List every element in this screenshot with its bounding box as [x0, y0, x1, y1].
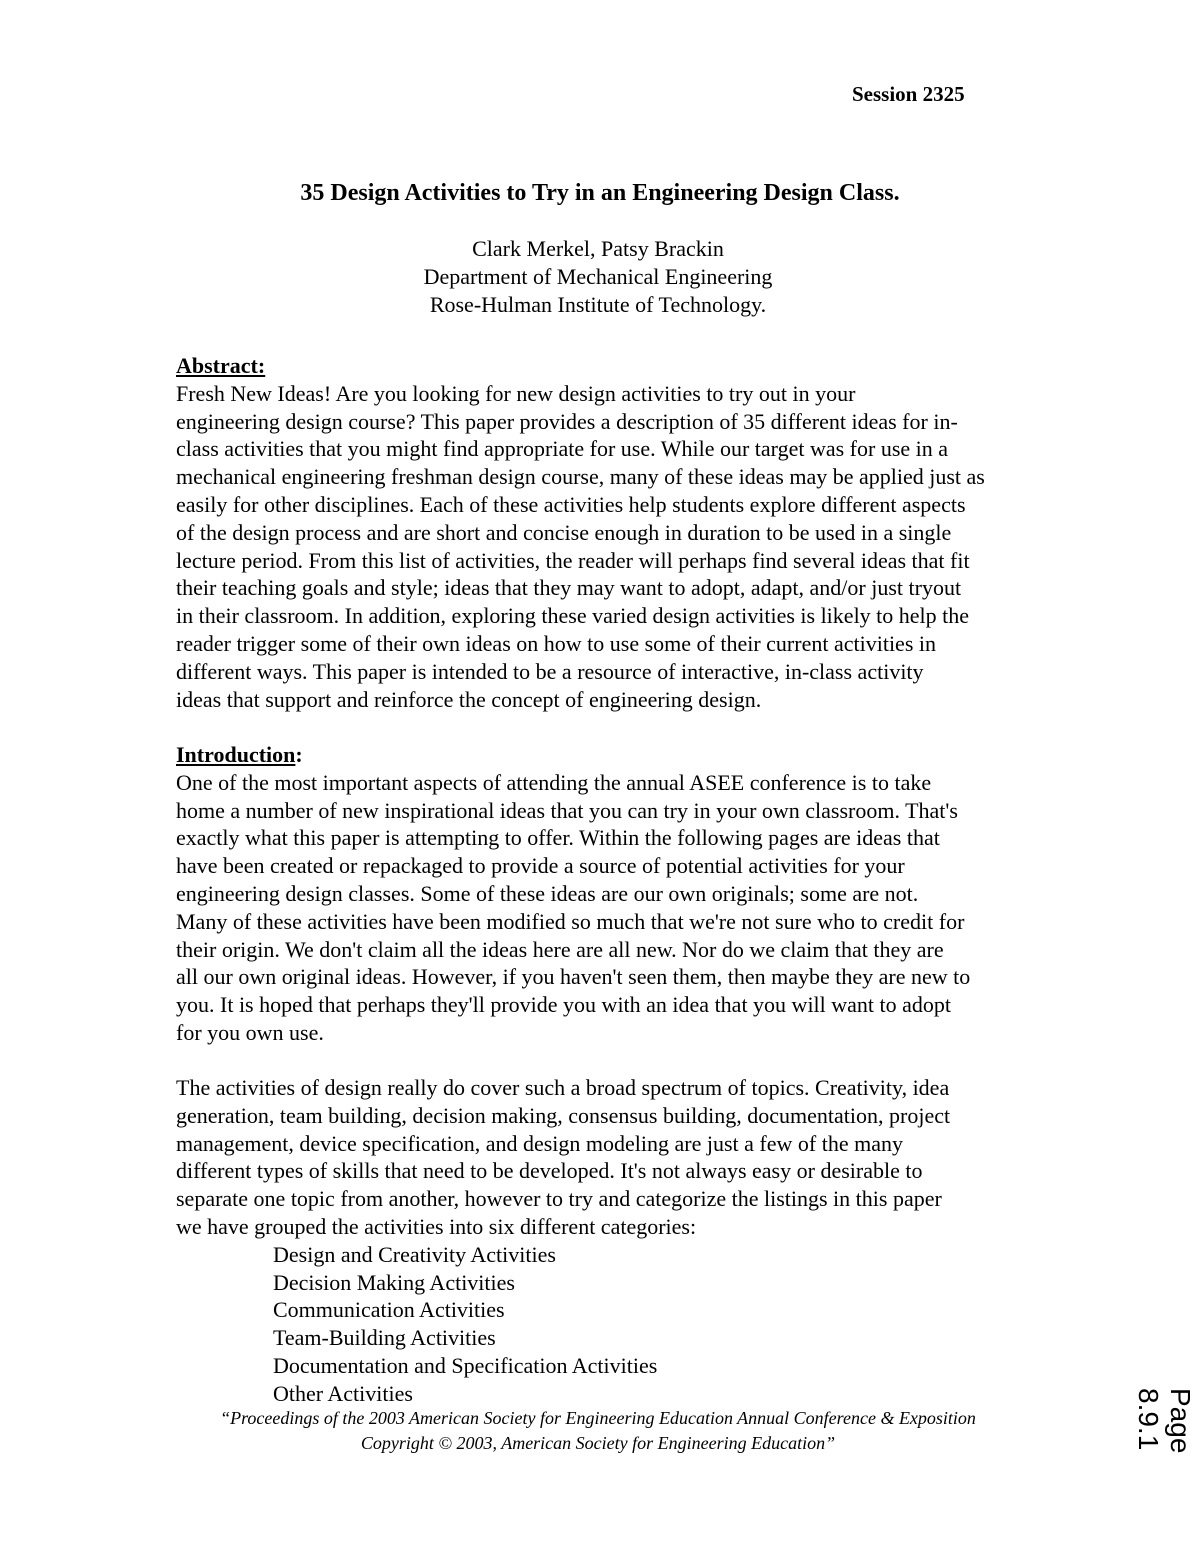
- abstract-heading: Abstract:: [176, 353, 266, 378]
- abstract-section: [176, 352, 1036, 713]
- category-item: Team-Building Activities: [273, 1325, 496, 1351]
- author-block: [0, 235, 1196, 319]
- category-item: Documentation and Specification Activities: [273, 1352, 658, 1378]
- author-names: Clark Merkel, Patsy Brackin: [472, 236, 724, 261]
- abstract-text: Fresh New Ideas! Are you looking for new design activities to try out in your engineering design course? This paper provides a description of 35 different ideas for in- class activities that you might find appropriate for use. While our target was for use in a mechanical engineering freshman design course, many of these ideas may be applied just as easily for other disciplines. Each of these activities help students explore different aspects of the design process and are short and concise enough in duration to be used in a single lecture period. From this list of activities, the reader will perhaps find several ideas that fit their teaching goals and style; ideas that they may want to adopt, adapt, and/or just tryout in their classroom. In addition, exploring these varied design activities is likely to help the reader trigger some of their own ideas on how to use some of their current activities in different ways. This paper is intended to be a resource of interactive, in-class activity ideas that support and reinforce the concept of engineering design.: [176, 380, 985, 712]
- page-number: Page 8.9.1: [1133, 1388, 1196, 1454]
- category-item: Other Activities: [273, 1380, 413, 1406]
- session-label: Session 2325: [852, 82, 965, 106]
- category-item: Design and Creativity Activities: [273, 1241, 556, 1267]
- introduction-section: [176, 741, 1036, 1047]
- category-item: Communication Activities: [273, 1297, 505, 1323]
- category-item: Decision Making Activities: [273, 1269, 515, 1295]
- introduction-heading-text: Introduction: [176, 742, 296, 767]
- proceedings-footer: [0, 1406, 1196, 1456]
- introduction-paragraph-1: One of the most important aspects of attending the annual ASEE conference is to take home a number of new inspirational ideas that you can try in your own classroom. That's exactly what this paper is attempting to offer. Within the following pages are ideas that have been created or repackaged to provide a source of potential activities for your engineering design classes. Some of these ideas are our own originals; some are not. Many of these activities have been modified so much that we're not sure who to credit for their origin. We don't claim all the ideas here are all new. Nor do we claim that they are all our own original ideas. However, if you haven't seen them, then maybe they are new to you. It is hoped that perhaps they'll provide you with an idea that you will want to adopt for you own use.: [176, 769, 971, 1045]
- author-institution: Rose-Hulman Institute of Technology.: [429, 292, 767, 317]
- category-list: [176, 1241, 1036, 1408]
- introduction-heading: [176, 741, 1036, 769]
- introduction-paragraph-2: The activities of design really do cover such a broad spectrum of topics. Creativity, idea generation, team building, decision making, consensus building, documentation, project management, device specification, and design modeling are just a few of the many different types of skills that need to be developed. It's not always easy or desirable to separate one topic from another, however to try and categorize the listings in this paper we have grouped the activities into six different categories:: [176, 1075, 951, 1239]
- introduction-continued: [176, 1074, 1036, 1408]
- footer-proceedings-line: “Proceedings of the 2003 American Society for Engineering Education Annual Conference & Exposition: [220, 1408, 976, 1428]
- paper-title: 35 Design Activities to Try in an Engineering Design Class.: [300, 180, 900, 206]
- introduction-heading-colon: :: [295, 742, 303, 767]
- author-department: Department of Mechanical Engineering: [423, 264, 773, 289]
- footer-copyright-line: Copyright © 2003, American Society for Engineering Education”: [360, 1433, 836, 1453]
